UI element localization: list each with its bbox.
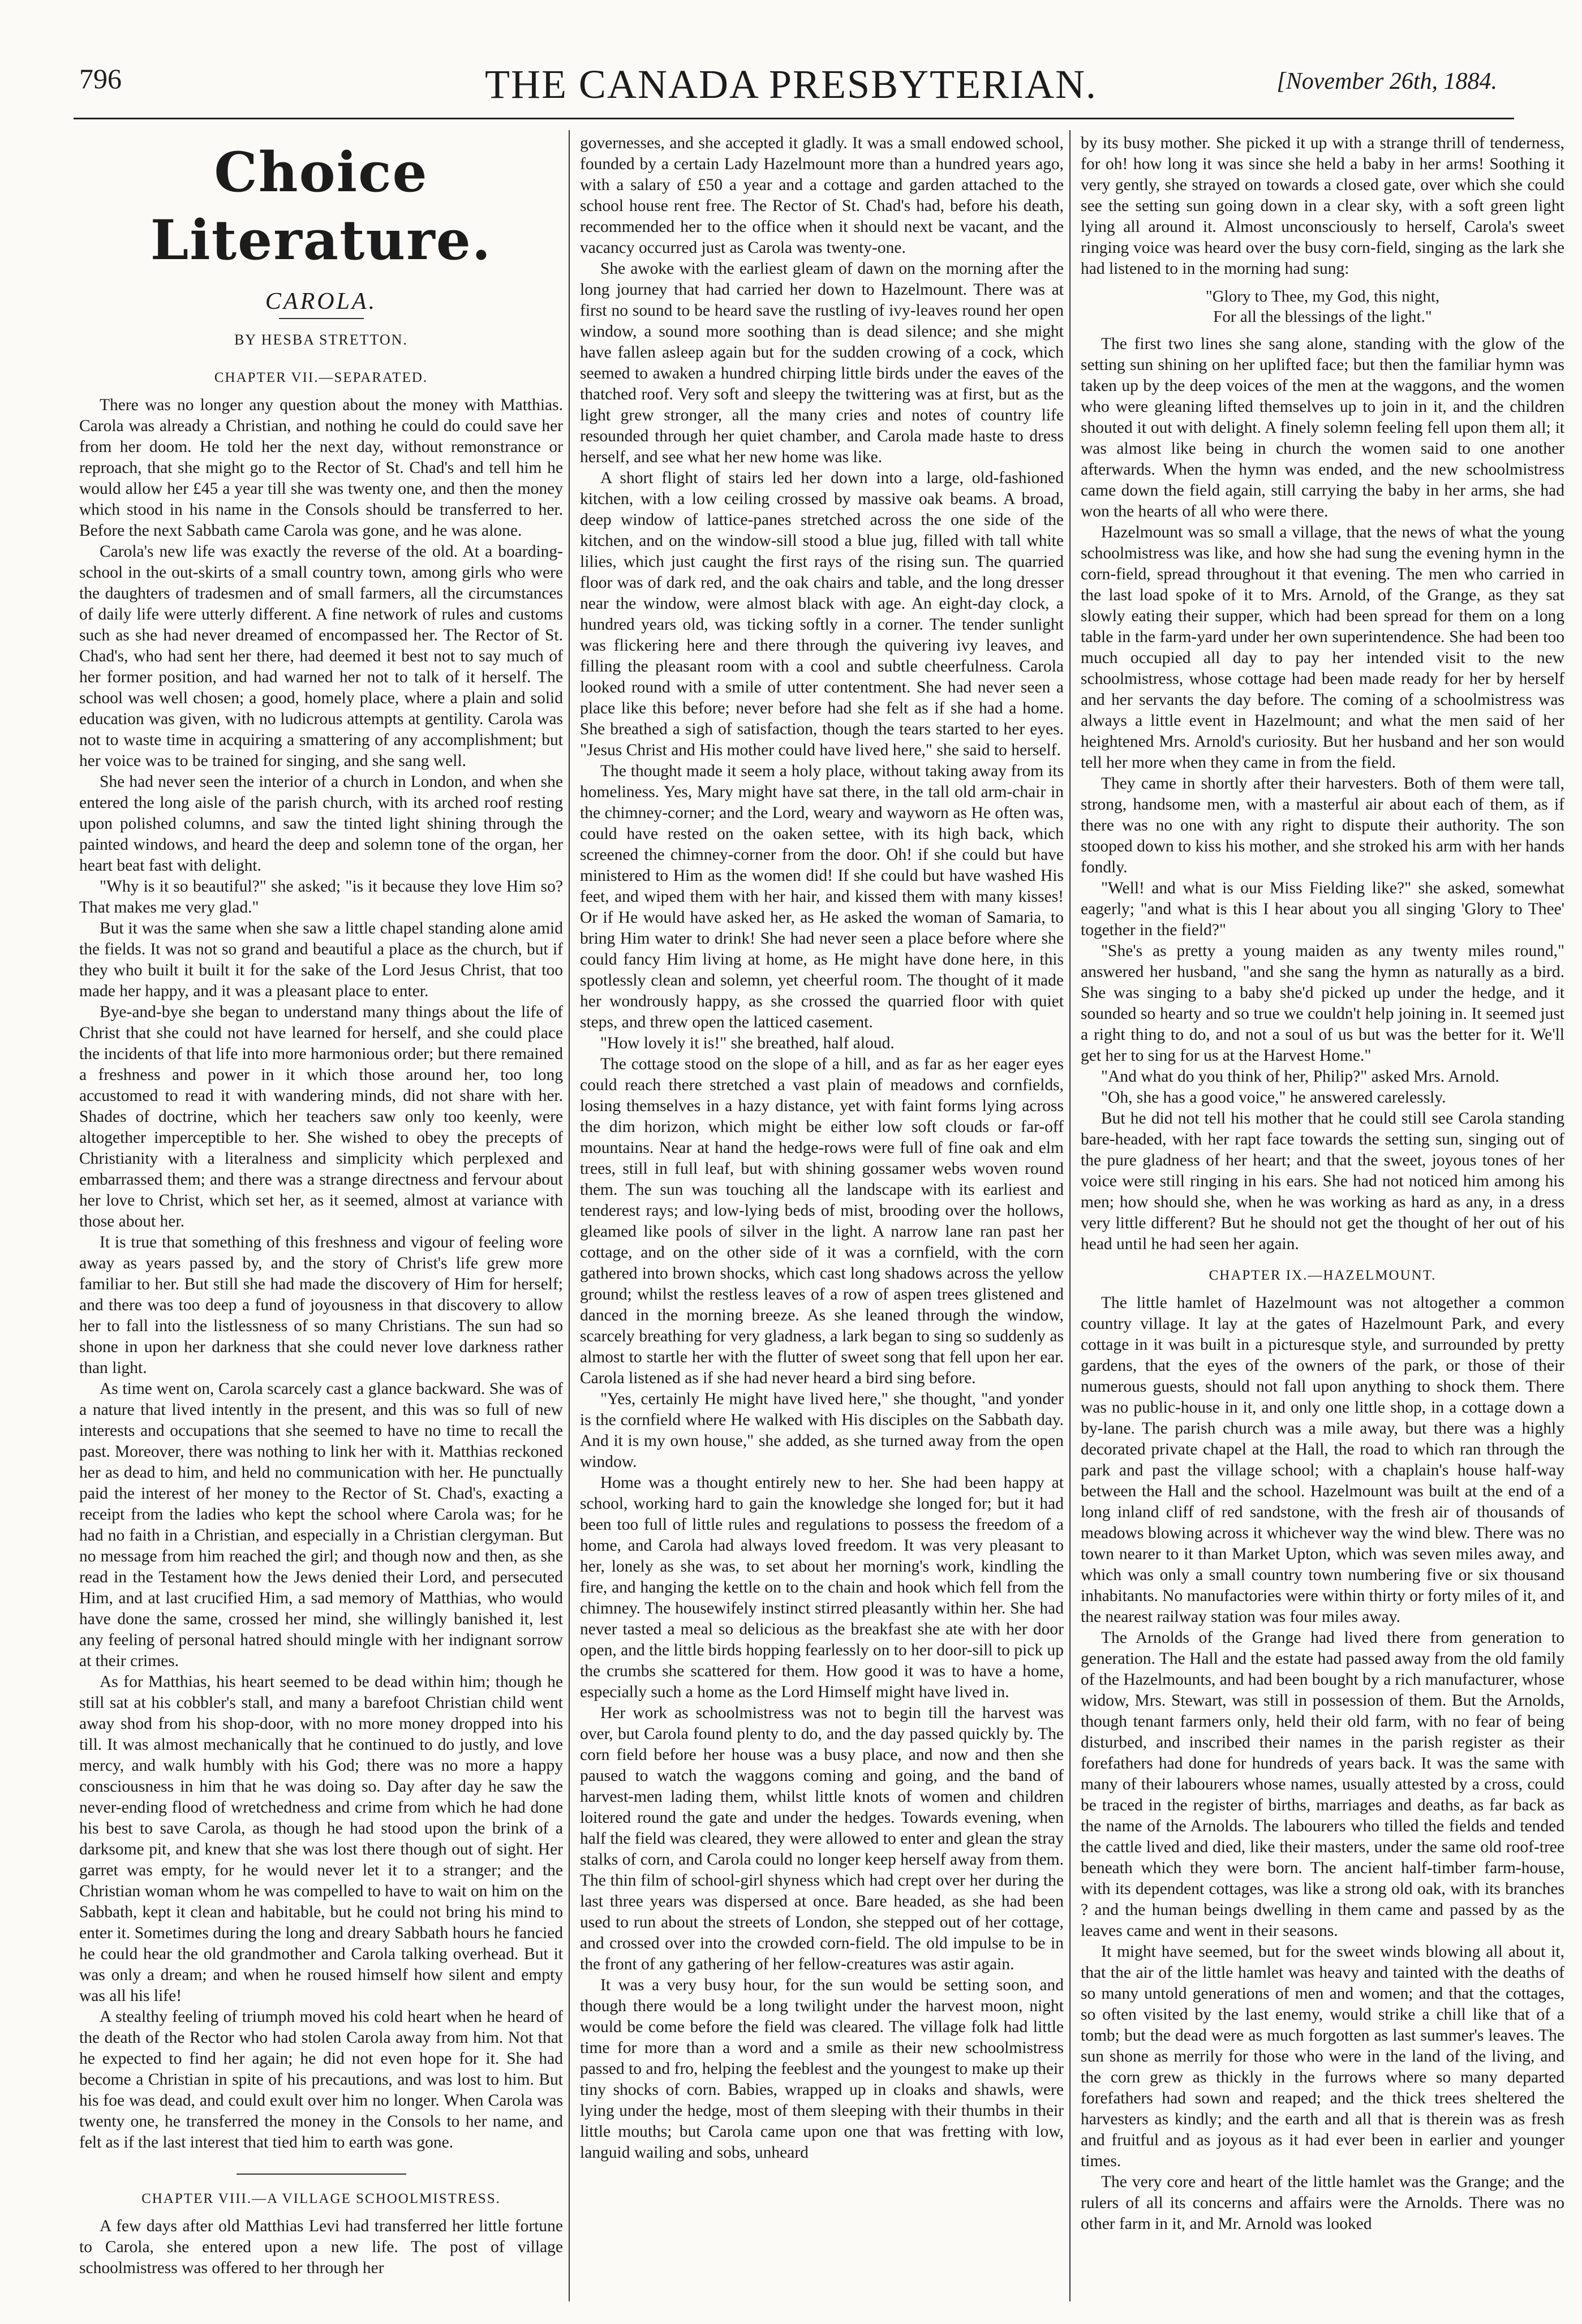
paragraph: "Oh, she has a good voice," he answered carelessly. (1101, 1088, 1446, 1107)
page-header (0, 0, 1582, 130)
paragraph: "She's as pretty a young maiden as any twenty miles round," answered her husband, "and she sang the hymn as naturally as a bird. She was singing to a baby she'd picked up under the hedge, and it sounded so hearty and so true we couldn't help joining in. It seemed just a right thing to do, and not a soul of us but was the better for it. We'll get her to sing for us at the Harvest Home." (1081, 942, 1564, 1065)
header-rule (74, 118, 1514, 119)
verse-line: "Glory to Thee, my God, this night, (1205, 287, 1440, 305)
paragraph: Carola's new life was exactly the reverse of the old. At a boarding-school in the out-skirts of a small country town, among girls who were the daughters of tradesmen and of small farmers, all the circumstances of daily life were utterly different. A fine network of rules and customs such as she had never dreamed of encompassed her. The Rector of St. Chad's, who had sent her there, had deemed it best not to say much of her former position, and had warned her not to talk of it herself. The school was well chosen; a good, homely place, where a plain and solid education was given, with no ludicrous attempts at gentility. Carola was not to waste time in acquiring a smattering of any accomplishment; but her voice was to be trained for singing, and she sang well. (79, 543, 563, 770)
paragraph: It was a very busy hour, for the sun would be setting soon, and though there would be a long twilight under the harvest moon, night would be come before the field was cleared. The village folk had little time for more than a word and a smile as their new schoolmistress passed to and fro, helping the feeblest and the youngest to make up their tiny shocks of corn. Babies, wrapped up in cloaks and shawls, were lying under the hedge, most of them sleeping with their thumbs in their little mouths; but Carola came upon one that was fretting with low, languid wailing and sobs, unheard (580, 1976, 1064, 2162)
column-1 (79, 133, 563, 2307)
hymn-verse (1081, 286, 1564, 327)
chapter-heading: CHAPTER VIII.—A VILLAGE SCHOOLMISTRESS. (141, 2191, 501, 2206)
paragraph: As time went on, Carola scarcely cast a glance backward. She was of a nature that lived intently in the present, and this was so full of new interests and occupations that she seemed to have no time to recall the past. Moreover, there was nothing to link her with it. Matthias reckoned her as dead to him, and held no communication with her. He punctually paid the interest of her money to the Rector of St. Chad's, exacting a receipt from the ladies who kept the school where Carola was; for he had no faith in a Christian, and especially in a Christian clergyman. But no message from him reached the girl; and though now and then, as she read in the Testament how the Jews denied their Lord, and persecuted Him, and at last crucified Him, a sad memory of Matthias, who would have done the same, crossed her mind, she willingly banished it, lest any feeling of personal hatred should mingle with her indignant sorrow at their crimes. (79, 1380, 563, 1670)
paragraph: Home was a thought entirely new to her. She had been happy at school, working hard to gain the knowledge she longed for; but it had been too full of little rules and regulations to possess the freedom of a home, and Carola had always loved freedom. It was very pleasant to her, lonely as she was, to set about her morning's work, kindling the fire, and hanging the kettle on to the chain and hook which fell from the chimney. The housewifely instinct stirred pleasantly within her. She had never tasted a meal so delicious as the breakfast she ate with her door open, and the little birds hopping fearlessly on to her door-sill to pick up the crumbs she scattered for them. How good it was to have a home, especially such a home as the Lord Himself might have lived in. (580, 1474, 1064, 1701)
paragraph: "How lovely it is!" she breathed, half aloud. (600, 1034, 895, 1052)
paragraph: "Well! and what is our Miss Fielding like?" she asked, somewhat eagerly; "and what is this I hear about you all singing 'Glory to Thee' together in the field?" (1081, 879, 1564, 939)
paragraph: Her work as schoolmistress was not to begin till the harvest was over, but Carola found plenty to do, and the day passed quickly by. The corn field before her house was a busy place, and now and then she paused to watch the waggons coming and going, and the band of harvest-men lading them, whilst little knots of women and children loitered round the gate and under the hedges. Towards evening, when half the field was cleared, they were allowed to enter and glean the stray stalks of corn, and Carola could no longer keep herself away from them. The thin film of school-girl shyness which had crept over her during the last three years was dispersed at once. Bare headed, as she had been used to run about the streets of London, she stepped out of her cottage, and crossed over into the crowded corn-field. The old impulse to be in the front of any gathering of her fellow-creatures was astir again. (580, 1704, 1064, 1973)
chapter-heading: CHAPTER VII.—SEPARATED. (214, 370, 428, 385)
paragraph: Hazelmount was so small a village, that the news of what the young schoolmistress was like, and how she had sung the evening hymn in the corn-field, spread throughout it that evening. The men who carried in the last load spoke of it to Mrs. Arnold, of the Grange, as they sat slowly eating their supper, which had been spread for them on a long table in the farm-yard under her own superintendence. She had been too much occupied all day to pay her intended visit to the new schoolmistress, whose cottage had been made ready for her by herself and her servants the day before. The coming of a schoolmistress was always a little event in Hazelmount; and what the men said of her heightened Mrs. Arnold's curiosity. But her husband and her son would tell her more when they came in from the field. (1081, 523, 1564, 772)
column-divider (569, 130, 570, 2301)
paragraph: As for Matthias, his heart seemed to be dead within him; though he still sat at his cobbler's stall, and many a barefoot Christian child went away shod from his shop-door, with no more money dropped into his till. It was almost mechanically that he continued to do justly, and love mercy, and walk humbly with his God; there was no more a happy consciousness in him that he was doing so. Day after day he saw the never-ending flood of wretchedness and crime from which he had done his best to save Carola, as though he had stood upon the brink of a darksome pit, and knew that she was lost there though out of sight. Her garret was empty, for he would never let it to a stranger; and the Christian woman whom he was compelled to have to wait on him on the Sabbath, kept it clean and habitable, but he could not bring his mind to enter it. Sometimes during the long and dreary Sabbath hours he fancied he could hear the old grandmother and Carola talking overhead. But it was only a dream; and when he roused himself how silent and empty was all his life! (79, 1673, 563, 2005)
paragraph: The Arnolds of the Grange had lived there from generation to generation. The Hall and the estate had passed away from the old family of the Hazelmounts, and had been bought by a rich manufacturer, whose widow, Mrs. Stewart, was still in possession of them. But the Arnolds, though tenant farmers only, held their old farm, with no fear of being disturbed, and inscribed their names in the parish register as their forefathers had done for hundreds of years back. It was the same with many of their labourers whose names, usually attested by a cross, could be traced in the register of births, marriages and deaths, as far back as the name of the Arnolds. The labourers who tilled the fields and tended the cattle lived and died, like their masters, under the same old roof-tree beneath which they were born. The ancient half-timber farm-house, with its dependent cottages, was like a strong old oak, with its branches ? and the human beings dwelling in them came and passed by as the leaves came and went in their seasons. (1081, 1629, 1564, 1940)
paragraph: "Why is it so beautiful?" she asked; "is it because they love Him so? That makes me very glad." (79, 877, 563, 916)
paragraph: The very core and heart of the little hamlet was the Grange; and the rulers of all its concerns and affairs were the Arnolds. There was no other farm in it, and Mr. Arnold was looked (1081, 2173, 1564, 2233)
paragraph: There was no longer any question about the money with Matthias. Carola was already a Christian, and nothing he could do could save her from her doom. He told her the next day, without remonstrance or reproach, that she might go to the Rector of St. Chad's and tell him he would allow her £45 a year till she was twenty one, and then the money which stood in his name in the Consols should be transferred to her. Before the next Sabbath came Carola was gone, and he was alone. (79, 396, 563, 540)
issue-date: [November 26th, 1884. (1276, 68, 1497, 94)
story-title: CAROLA. (265, 289, 377, 315)
paragraph: governesses, and she accepted it gladly. It was a small endowed school, founded by a certain Lady Hazelmount more than a hundred years ago, with a salary of £50 a year and a cottage and garden attached to the school house rent free. The Rector of St. Chad's had, before his death, recommended her to the office when it should next be vacant, and the vacancy occurred just as Carola was twenty-one. (580, 134, 1064, 257)
paragraph: A few days after old Matthias Levi had transferred her little fortune to Carola, she entered upon a new life. The post of village schoolmistress was offered to her through her (79, 2217, 563, 2277)
paragraph: But it was the same when she saw a little chapel standing alone amid the fields. It was not so grand and beautiful a place as the church, but if they who built it built it for the sake of the Lord Jesus Christ, that too made her happy, and it was a pleasant place to enter. (79, 919, 563, 1000)
paragraph: The first two lines she sang alone, standing with the glow of the setting sun shining on her uplifted face; but then the familiar hymn was taken up by the deep voices of the men at the waggons, and the women who were gleaning lifted themselves up to join in it, and the children shouted it out with delight. A finely solemn feeling fell upon them all; it was almost like being in church the women said to one another afterwards. When the hymn was ended, and the new schoolmistress came down the field again, still carrying the baby in her arms, she had won the hearts of all who were there. (1081, 335, 1564, 520)
section-title: Choice Literature. (150, 140, 492, 272)
paragraph: The thought made it seem a holy place, without taking away from its homeliness. Yes, Mary might have sat there, in the tall old arm-chair in the chimney-corner; and the Lord, weary and wayworn as He often was, could have rested on the oaken settee, with its high back, which screened the chimney-corner from the door. Oh! if she could but have ministered to Him as the women did! If she could but have washed His feet, and wiped them with her hair, and kissed them with many kisses! Or if He would have asked her, as He asked the woman of Samaria, to bring Him water to drink! She had never seen a place before where she could fancy Him living at home, as He might have done here, in this spotlessly clean and solemn, yet cheerful room. The thought of it made her wondrously happy, as she crossed the quarried floor with quiet steps, and threw open the latticed casement. (580, 762, 1064, 1031)
paragraph: The cottage stood on the slope of a hill, and as far as her eager eyes could reach there stretched a vast plain of meadows and cornfields, losing themselves in a hazy distance, yet with faint forms lying across the dim horizon, which might be either low soft clouds or far-off mountains. Near at hand the hedge-rows were full of fine oak and elm trees, still in full leaf, but with shining gossamer webs woven round them. The sun was touching all the landscape with its earliest and tenderest rays; and low-lying beds of mist, brooding over the hollows, gleamed like pools of silver in the light. A narrow lane ran past her cottage, and on the other side of it was a cornfield, with the corn gathered into brown shocks, which cast long shadows across the yellow ground; whilst the restless leaves of a row of aspen trees glistened and danced in the morning breeze. As she leaned through the window, scarcely breathing for very gladness, a lark began to sing so suddenly as almost to startle her with the flutter of sweet song that fell upon her ear. Carola listened as if she had never heard a bird sing before. (580, 1055, 1064, 1387)
newspaper-title: THE CANADA PRESBYTERIAN. (484, 62, 1098, 107)
paragraph: A stealthy feeling of triumph moved his cold heart when he heard of the death of the Rector who had stolen Carola away from him. Not that he expected to find her again; he did not even hope for it. She had become a Christian in spite of his precautions, and was lost to him. But his foe was dead, and could exult over him no longer. When Carola was twenty one, he transferred the money in the Consols to her name, and felt as if the last interest that tied him to earth was gone. (79, 2008, 563, 2151)
paragraph: It is true that something of this freshness and vigour of feeling wore away as years passed by, and the story of Christ's life grew more familiar to her. But still she had made the discovery of Him for herself; and there was too deep a fund of joyousness in that discovery to allow her to fall into the listlessness of so many Christians. The sun had so shone in upon her darkness that she could never love darkness rather than light. (79, 1233, 563, 1377)
column-2 (580, 133, 1064, 2307)
paragraph: They came in shortly after their harvesters. Both of them were tall, strong, handsome men, with a masterful air about each of them, as if there was no one with any right to dispute their authority. The son stooped down to kiss his mother, and she stroked his arm with her hands fondly. (1081, 774, 1564, 876)
paragraph: "Yes, certainly He might have lived here," she thought, "and yonder is the cornfield where He walked with His disciples on the Sabbath day. And it is my own house," she added, as she turned away from the open window. (580, 1390, 1064, 1471)
paragraph: But he did not tell his mother that he could still see Carola standing bare-headed, with her rapt face towards the setting sun, singing out of the pure gladness of her heart; and that the sweet, joyous tones of her voice were still ringing in his ears. She had not noticed him among his men; how should she, when he was working as hard as any, in a dress very little different? But he should not get the thought of her out of his head until he had seen her again. (1081, 1109, 1564, 1253)
page-number: 796 (79, 63, 122, 94)
column-divider (1069, 130, 1071, 2301)
verse-line: For all the blessings of the light." (1213, 308, 1432, 326)
paragraph: "And what do you think of her, Philip?" asked Mrs. Arnold. (1101, 1068, 1499, 1086)
paragraph: It might have seemed, but for the sweet winds blowing all about it, that the air of the little hamlet was heavy and tainted with the deaths of so many untold generations of men and women; and that the cottages, so often visited by the last enemy, would strike a chill like that of a tomb; but the dead were as much forgotten as last summer's leaves. The sun shone as merrily for those who were in the land of the living, and the corn grew as thickly in the furrows where so many departed forefathers had sown and reaped; and the thick trees sheltered the harvesters as kindly; and the earth and all that is therein was as fresh and fruitful and as joyous as it had ever been in earlier and younger times. (1081, 1943, 1564, 2170)
paragraph: by its busy mother. She picked it up with a strange thrill of tenderness, for oh! how long it was since she held a baby in her arms! Soothing it very gently, she strayed on towards a closed gate, over which she could see the setting sun going down in a clear sky, with a soft green light lying all around it. Almost unconsciously to herself, Carola's sweet ringing voice was heard over the busy corn-field, singing as the lark she had listened to in the morning had sung: (1081, 134, 1564, 278)
paragraph: She awoke with the earliest gleam of dawn on the morning after the long journey that had carried her down to Hazelmount. There was at first no sound to be heard save the rustling of ivy-leaves round her open window, a sound more soothing than is dead silence; and she might have fallen asleep again but for the sudden crowing of a cock, which seemed to awaken a hundred chirping little birds under the eaves of the thatched roof. Very soft and sleepy the twittering was at first, but as the light grew stronger, all the many cries and notes of country life resounded through her quiet chamber, and Carola made haste to dress herself, and see what her new home was like. (580, 260, 1064, 466)
title-rule (279, 318, 364, 319)
paragraph: She had never seen the interior of a church in London, and when she entered the long aisle of the parish church, with its arched roof resting upon polished columns, and saw the tinted light shining through the painted windows, and heard the deep and solemn tone of the organ, her heart beat fast with delight. (79, 773, 563, 875)
paragraph: Bye-and-bye she began to understand many things about the life of Christ that she could not have learned for herself, and she could place the incidents of that life into more harmonious order; but there remained a freshness and power in it which those around her, too long accustomed to read it with wandering minds, did not share with her. Shades of doctrine, which her teachers saw only too keenly, were altogether imperceptible to her. She wished to obey the precepts of Christianity with a literalness and simplicity which perplexed and embarrassed them; and there was a strange directness and fervour about her love to Christ, which set her, as it seemed, almost at variance with those about her. (79, 1003, 563, 1230)
section-rule (237, 2174, 406, 2175)
paragraph: A short flight of stairs led her down into a large, old-fashioned kitchen, with a low ceiling crossed by massive oak beams. A broad, deep window of lattice-panes stretched across the one side of the kitchen, and on the window-sill stood a blue jug, filled with tall white lilies, which just caught the first rays of the rising sun. The quarried floor was of dark red, and the oak chairs and table, and the long dresser near the window, were almost black with age. An eight-day clock, a hundred years old, was ticking softly in a corner. The tender sunlight was flickering here and there through the quivering ivy leaves, and filling the pleasant room with a cool and subtle cheerfulness. Carola looked round with a smile of utter contentment. She had never seen a place like this before; never before had she felt as if she had a home. She breathed a sigh of satisfaction, though the tears started to her eyes. "Jesus Christ and His mother could have lived here," she said to herself. (580, 469, 1064, 759)
chapter-heading: CHAPTER IX.—HAZELMOUNT. (1209, 1268, 1437, 1283)
column-3 (1081, 133, 1564, 2307)
paragraph: The little hamlet of Hazelmount was not altogether a common country village. It lay at the gates of Hazelmount Park, and every cottage in it was built in a picturesque style, and surrounded by pretty gardens, that the eyes of the owners of the park, or those of their numerous guests, should not fall upon anything to shock them. There was no public-house in it, and only one little shop, in a cottage down a by-lane. The parish church was a mile away, but there was a highly decorated private chapel at the Hall, the road to which ran through the park and past the village school; with a chaplain's house half-way between the Hall and the school. Hazelmount was built at the end of a long inland cliff of red sandstone, with the fresh air of thousands of meadows blowing across it whichever way the wind blew. There was no town nearer to it than Market Upton, which was seven miles away, and which was only a small country town numbering five or six thousand inhabitants. No manufactories were within thirty or forty miles of it, and the nearest railway station was four miles away. (1081, 1294, 1564, 1626)
byline: BY HESBA STRETTON. (234, 332, 408, 348)
